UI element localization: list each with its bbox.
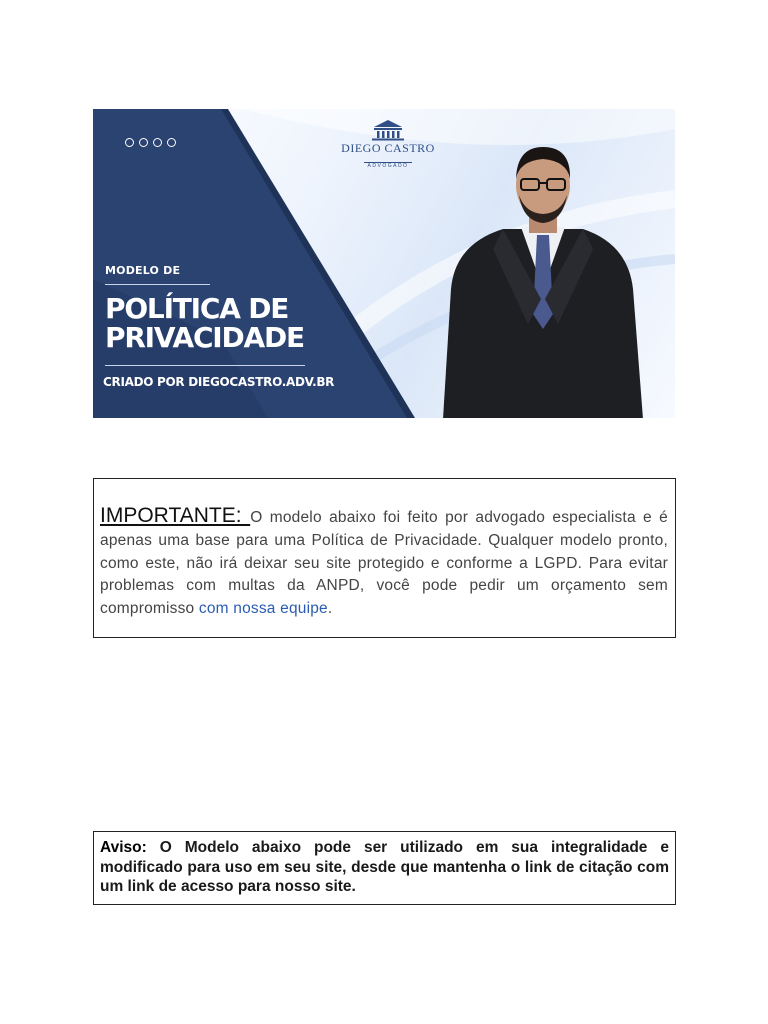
banner-title-line1: POLÍTICA DE bbox=[105, 292, 289, 325]
banner-credit: CRIADO POR DIEGOCASTRO.ADV.BR bbox=[103, 375, 335, 389]
courthouse-icon bbox=[368, 119, 408, 141]
notice-box bbox=[93, 831, 676, 905]
important-end: . bbox=[327, 600, 333, 618]
banner-title-line2: PRIVACIDADE bbox=[105, 321, 304, 354]
important-text: O modelo abaixo foi feito por advogado especialista e é apenas uma base para uma Política de Privacidade. Qualquer modelo pronto, como este, não irá deixar seu site protegido e conforme a LGPD. Para evitar problemas com multas da ANPD, você pode pedir um orçamento sem compromisso bbox=[100, 509, 668, 618]
circle-icon bbox=[167, 138, 176, 147]
circle-icon bbox=[139, 138, 148, 147]
circle-icon bbox=[153, 138, 162, 147]
banner-title bbox=[105, 294, 304, 352]
notice-text: O Modelo abaixo pode ser utilizado em sua integralidade e modificado para uso em seu site, desde que mantenha o link de citação com um link de acesso para nosso site. bbox=[100, 839, 669, 895]
lawyer-portrait bbox=[433, 139, 653, 418]
divider bbox=[105, 365, 305, 366]
banner-kicker: MODELO DE bbox=[105, 264, 181, 277]
important-label: IMPORTANTE: bbox=[100, 504, 251, 527]
firm-logo bbox=[338, 119, 438, 172]
contact-team-link[interactable]: com nossa equipe bbox=[198, 600, 328, 618]
circle-icon bbox=[125, 138, 134, 147]
decorative-dots bbox=[125, 138, 176, 147]
important-paragraph bbox=[100, 505, 668, 621]
notice-label: Aviso: bbox=[100, 839, 147, 856]
cover-banner bbox=[93, 109, 675, 418]
divider bbox=[105, 284, 210, 285]
logo-subtitle: ADVOGADO bbox=[364, 162, 413, 169]
important-notice bbox=[93, 478, 676, 638]
notice-paragraph bbox=[100, 838, 669, 897]
logo-name: DIEGO CASTRO bbox=[341, 141, 435, 155]
